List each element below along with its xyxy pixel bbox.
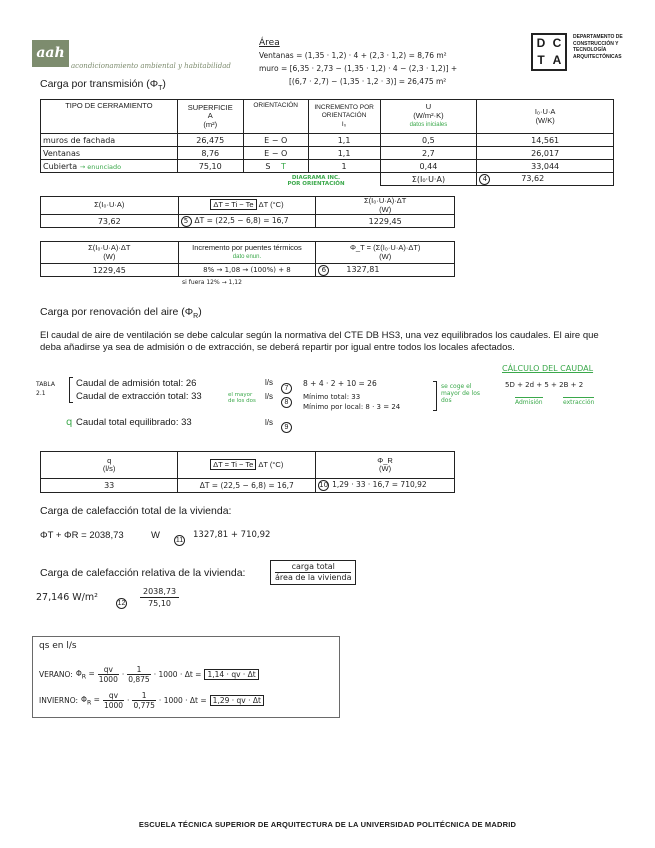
col-iua: I₀·U·A (W/K) bbox=[477, 100, 614, 134]
relativa-den: área de la vivienda bbox=[275, 573, 352, 582]
table-row bbox=[41, 134, 614, 147]
cell-a: 8,76 bbox=[177, 147, 243, 160]
puentes-note: si fuera 12% → 1,12 bbox=[182, 279, 242, 286]
calefaccion-total-formula: ΦT + ΦR = 2038,73 bbox=[40, 530, 124, 541]
phi-verano: $\Phi_R$ = bbox=[75, 668, 95, 681]
logo-subtitle: acondicionamiento ambiental y habitabilidad bbox=[71, 62, 231, 70]
t3-col3: Φ_T = (Σ(I₀·U·A)·ΔT) (W) bbox=[316, 242, 455, 264]
col-incremento: INCREMENTO POR ORIENTACIÓN I₀ bbox=[308, 100, 380, 134]
cell-or: E − O bbox=[243, 147, 308, 160]
relativa-num: carga total bbox=[275, 562, 351, 573]
calculo-caudal-title: CÁLCULO DEL CAUDAL bbox=[502, 364, 594, 373]
qs-box bbox=[32, 636, 340, 718]
calefaccion-total-calc: 1327,81 + 710,92 bbox=[193, 530, 271, 540]
admision-total: Caudal de admisión total: 26 bbox=[76, 378, 197, 389]
cell-inc: 1,1 bbox=[308, 134, 380, 147]
renovacion-table bbox=[40, 451, 455, 493]
table-row bbox=[41, 160, 614, 173]
equilibrado-prefix: q bbox=[66, 417, 73, 428]
cell-iua: 14,561 bbox=[477, 134, 614, 147]
relativa-value: 27,146 W/m² bbox=[36, 592, 98, 603]
calculo-admision: Admisión bbox=[515, 399, 543, 406]
tabla-note: TABLA 2.1 bbox=[36, 381, 56, 397]
t3-col2: Incremento por puentes térmicos dato enun. bbox=[178, 242, 316, 264]
cell-or: S T bbox=[243, 160, 308, 173]
equilibrado-unit: l/s bbox=[265, 418, 273, 427]
extraccion-calc1: Mínimo total: 33 bbox=[303, 393, 361, 401]
t3-col1: Σ(I₀·U·A)·ΔT (W) bbox=[41, 242, 179, 264]
t2-col2: ΔT = Ti − Te ΔT (°C) bbox=[178, 197, 316, 215]
calefaccion-total-circle-wrap bbox=[174, 529, 188, 547]
frac-qv-1000-b: $\frac{qv}{1000}$ bbox=[103, 691, 124, 710]
or-note: T bbox=[281, 161, 286, 171]
cell-tipo: Cubierta → enunciado bbox=[41, 160, 178, 173]
area-note-title: Área bbox=[259, 38, 280, 48]
t2-v1: 73,62 bbox=[41, 215, 179, 228]
relativa-formula-box bbox=[270, 560, 356, 585]
verano-label: VERANO: bbox=[39, 670, 73, 679]
cell-tipo: muros de fachada bbox=[41, 134, 178, 147]
cell-or: E − O bbox=[243, 134, 308, 147]
frac-1-0875: $\frac{1}{0,875}$ bbox=[128, 665, 150, 684]
extraccion-circle-wrap bbox=[281, 391, 295, 409]
admision-unit: l/s bbox=[265, 378, 273, 387]
relativa-calc-den: 75,10 bbox=[148, 599, 171, 608]
r-v2: ΔT = (22,5 − 6,8) = 16,7 bbox=[178, 479, 316, 493]
t2-col3: Σ(I₀·U·A)·ΔT (W) bbox=[316, 197, 455, 215]
cell-iua: 33,044 bbox=[477, 160, 614, 173]
table-row bbox=[41, 264, 455, 277]
r-v1: 33 bbox=[41, 479, 178, 493]
relativa-calc bbox=[140, 586, 179, 609]
t3-v3: 6 1327,81 bbox=[316, 264, 455, 277]
calefaccion-total-title: Carga de calefacción total de la vivienda: bbox=[40, 505, 232, 517]
transmision-table bbox=[40, 99, 614, 186]
t2-v3: 1229,45 bbox=[316, 215, 455, 228]
step-circle: 9 bbox=[281, 422, 292, 433]
r-v3: 10 1,29 · 33 · 16,7 = 710,92 bbox=[316, 479, 455, 493]
calefaccion-relativa-title: Carga de calefacción relativa de la vivienda: bbox=[40, 567, 246, 579]
extraccion-unit: l/s bbox=[265, 392, 273, 401]
extraccion-total: Caudal de extracción total: 33 bbox=[76, 391, 202, 402]
extraccion-calc2: Mínimo por local: 8 · 3 = 24 bbox=[303, 403, 401, 411]
invierno-tail: · 1000 · Δt = bbox=[158, 696, 207, 705]
table-row bbox=[41, 479, 455, 493]
equilibrado-total: Caudal total equilibrado: 33 bbox=[76, 417, 192, 428]
relativa-calc-num: 2038,73 bbox=[140, 586, 179, 598]
area-note-ventanas: Ventanas = (1,35 · 1,2) · 4 + (2,3 · 1,2) = 8,76 m² bbox=[259, 51, 447, 60]
transmision-title: Carga por transmisión $(\Phi_T)$ bbox=[40, 78, 166, 93]
cell-u: 0,5 bbox=[380, 134, 477, 147]
verano-tail: · 1000 · Δt = bbox=[153, 670, 202, 679]
footer: ESCUELA TÉCNICA SUPERIOR DE ARQUITECTURA DE LA UNIVERSIDAD POLITÉCNICA DE MADRID bbox=[138, 820, 517, 829]
area-note-muro2: [(6,7 · 2,7) − (1,35 · 1,2 · 3)] = 26,475 m² bbox=[289, 77, 447, 86]
calculo-caudal-expr: 5D + 2d + 5 + 2B + 2 bbox=[505, 381, 584, 389]
table-row bbox=[41, 215, 455, 228]
step-circle: 7 bbox=[281, 383, 292, 394]
col-tipo: TIPO DE CERRAMIENTO bbox=[41, 100, 178, 134]
renovacion-title: Carga por renovación del aire $(\Phi_R)$ bbox=[40, 306, 202, 321]
col-u: U (W/m²·K) datos iniciales bbox=[380, 100, 477, 134]
cell-u: 0,44 bbox=[380, 160, 477, 173]
sum-label: Σ(I₀·U·A) bbox=[380, 173, 477, 186]
renovacion-paragraph: El caudal de aire de ventilación se debe calcular según la normativa del CTE DB HS3, una vez equilibrados los caudales. El aire que deba añadirse ya sea de admisión o de extracción, se deberá repartir por igual entre todos los locales afectados. bbox=[40, 330, 599, 353]
dcta-letter-c: C bbox=[552, 36, 562, 50]
frac-1-0775: $\frac{1}{0,775}$ bbox=[133, 691, 155, 710]
step-circle: 6 bbox=[318, 265, 329, 276]
t3-v1: 1229,45 bbox=[41, 264, 179, 277]
invierno-result: 1,29 · qv · Δt bbox=[210, 695, 264, 706]
admision-calc: 8 + 4 · 2 + 10 = 26 bbox=[303, 379, 377, 388]
dcta-subtitle: DEPARTAMENTO DE CONSTRUCCIÓN Y TECNOLOGÍA ARQUITECTÓNICAS bbox=[573, 34, 623, 60]
t2-col1: Σ(I₀·U·A) bbox=[41, 197, 179, 215]
invierno-label: INVIERNO: bbox=[39, 696, 79, 705]
cell-a: 26,475 bbox=[177, 134, 243, 147]
aah-logo: aah bbox=[32, 40, 69, 67]
step-circle: 11 bbox=[175, 537, 184, 544]
enunciado-note: → enunciado bbox=[79, 162, 122, 171]
step-circle: 4 bbox=[479, 174, 490, 185]
step-circle: 12 bbox=[117, 600, 126, 607]
calculo-extraccion: extracción bbox=[563, 399, 595, 406]
r-col2: ΔT = Ti − Te ΔT (°C) bbox=[178, 452, 316, 479]
cell-inc: 1,1 bbox=[308, 147, 380, 160]
step-circle: 5 bbox=[181, 216, 192, 227]
cell-iua: 26,017 bbox=[477, 147, 614, 160]
u-note: datos iniciales bbox=[409, 122, 448, 129]
diagram-note: DIAGRAMA INC. POR ORIENTACIÓN bbox=[287, 175, 345, 187]
mayor-note: el mayor de los dos bbox=[228, 392, 256, 404]
calefaccion-total-unit: W bbox=[151, 530, 160, 541]
cell-u: 2,7 bbox=[380, 147, 477, 160]
equilibrado-circle-wrap bbox=[281, 416, 295, 434]
verano-result: 1,14 · qv · Δt bbox=[204, 669, 258, 680]
phi-invierno: $\Phi_R$ = bbox=[81, 694, 100, 707]
dcta-logo bbox=[531, 33, 567, 71]
dato-enun-note: dato enun. bbox=[232, 254, 262, 260]
dcta-letter-d: D bbox=[536, 36, 546, 50]
r-col1: q (l/s) bbox=[41, 452, 178, 479]
relativa-circle-wrap bbox=[116, 592, 130, 610]
coge-note: se coge el mayor de los dos bbox=[441, 383, 480, 404]
step-circle: 10 bbox=[319, 481, 329, 489]
transmision-puentes-table bbox=[40, 241, 455, 277]
step-circle: 8 bbox=[281, 397, 292, 408]
cell-a: 75,10 bbox=[177, 160, 243, 173]
table-row bbox=[41, 147, 614, 160]
qs-verano-line: VERANO: $\Phi_R$ = $\frac{qv}{1000}$ · $\frac{1}{0,875}$ · 1000 · Δt = 1,14 · qv · Δt bbox=[39, 665, 259, 684]
transmision-delta-table bbox=[40, 196, 455, 228]
t2-v2: 5 ΔT = (22,5 − 6,8) = 16,7 bbox=[178, 215, 316, 228]
area-note-muro: muro = [6,35 · 2,73 − (1,35 · 1,2) · 4 − (2,3 · 1,2)] + bbox=[259, 64, 458, 73]
frac-qv-1000: $\frac{qv}{1000}$ bbox=[98, 665, 118, 684]
sum-value-cell: 4 73,62 bbox=[477, 173, 614, 186]
qs-invierno-line: INVIERNO: $\Phi_R$ = $\frac{qv}{1000}$ · $\frac{1}{0,775}$ · 1000 · Δt = 1,29 · qv · Δt bbox=[39, 691, 264, 710]
qs-title: qs en l/s bbox=[39, 641, 77, 651]
r-col3: Φ_R (W) bbox=[316, 452, 455, 479]
t3-v2: 8% → 1,08 → (100%) + 8 bbox=[178, 264, 316, 277]
dcta-letter-a: A bbox=[552, 53, 562, 67]
col-superficie: SUPERFICIE A (m²) bbox=[177, 100, 243, 134]
cell-tipo: Ventanas bbox=[41, 147, 178, 160]
cell-inc: 1 bbox=[308, 160, 380, 173]
dcta-letter-t: T bbox=[537, 53, 545, 67]
col-orientacion: ORIENTACIÓN bbox=[243, 100, 308, 134]
